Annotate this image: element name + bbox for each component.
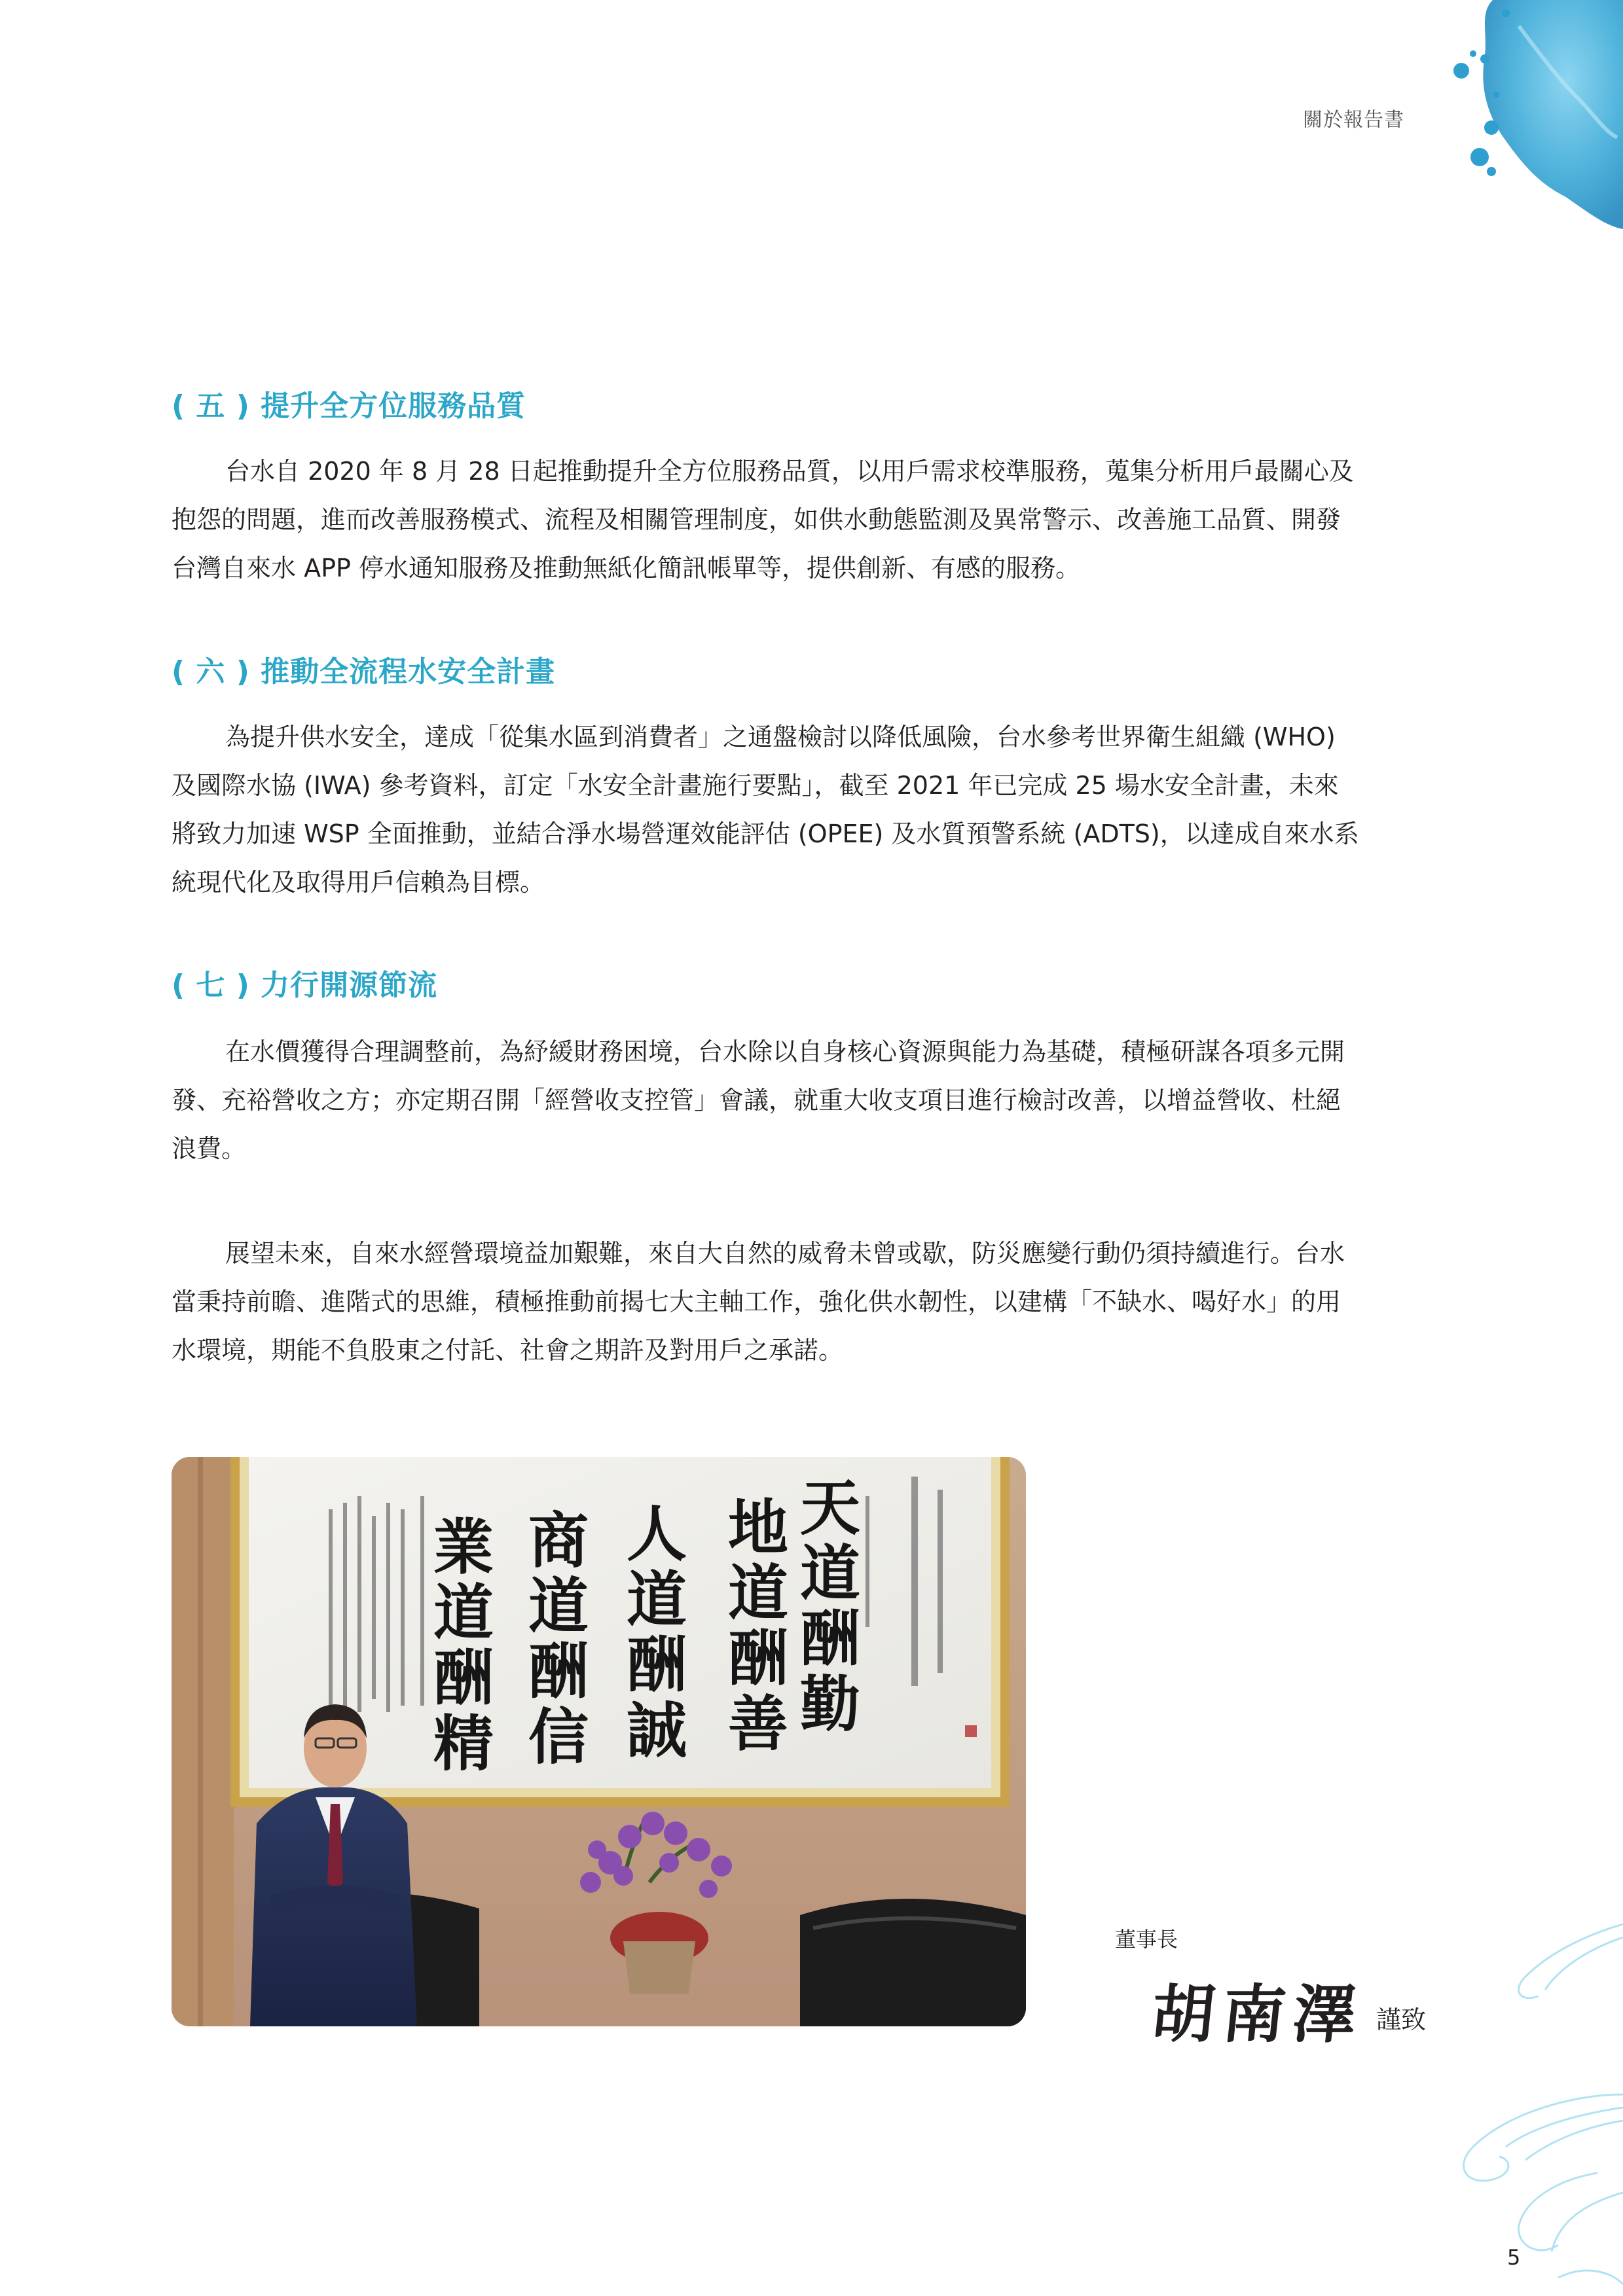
paragraph-line: 浪費。 (172, 1134, 247, 1163)
section-heading-6: ( 六 ) 推動全流程水安全計畫 (172, 655, 556, 689)
signature-suffix: 謹致 (1376, 2005, 1427, 2034)
section-paragraph-5 (172, 447, 1453, 592)
section-paragraph-6 (172, 713, 1453, 906)
section-heading-5: ( 五 ) 提升全方位服務品質 (172, 389, 526, 423)
calligraphy-column: 商道酬信 (528, 1505, 589, 1772)
calligraphy-column: 地道酬善 (728, 1492, 789, 1759)
signature-name: 胡南澤 (1148, 1977, 1368, 2051)
calligraphy-column: 人道酬誠 (627, 1499, 687, 1766)
calligraphy-column: 天道酬勤 (800, 1473, 861, 1740)
section-paragraph-7 (172, 1028, 1453, 1173)
paragraph-line: 為提升供水安全，達成「從集水區到消費者」之通盤檢討以降低風險，台水參考世界衛生組織 (WHO) (225, 723, 1336, 751)
paragraph-line: 抱怨的問題，進而改善服務模式、流程及相關管理制度，如供水動態監測及異常警示、改善施工品質、開發 (172, 505, 1341, 534)
paragraph-line: 台灣自來水 APP 停水通知服務及推動無紙化簡訊帳單等，提供創新、有感的服務。 (172, 554, 1080, 583)
closing-paragraph (172, 1229, 1453, 1374)
paragraph-line: 展望未來，自來水經營環境益加艱難，來自大自然的威脅未曾或歇，防災應變行動仍須持續進行。台水 (225, 1239, 1345, 1268)
paragraph-line: 發、充裕營收之方；亦定期召開「經營收支控管」會議，就重大收支項目進行檢討改善，以增益營收、杜絕 (172, 1086, 1341, 1115)
paragraph-line: 在水價獲得合理調整前，為紓緩財務困境，台水除以自身核心資源與能力為基礎，積極研謀各項多元開 (225, 1037, 1345, 1066)
page-number: 5 (1507, 2245, 1521, 2270)
chairman-photo (172, 1457, 1026, 2026)
paragraph-line: 及國際水協 (IWA) 參考資料，訂定「水安全計畫施行要點」，截至 2021 年已完成 25 場水安全計畫，未來 (172, 771, 1339, 800)
calligraphy-column: 業道酬精 (433, 1512, 494, 1779)
paragraph-line: 水環境，期能不負股東之付託、社會之期許及對用戶之承諾。 (172, 1336, 844, 1365)
swirl-decoration (1362, 1898, 1623, 2296)
paragraph-line: 當秉持前瞻、進階式的思維，積極推動前揭七大主軸工作，強化供水韌性，以建構「不缺水、喝好水」的用 (172, 1287, 1341, 1316)
header-section-label: 關於報告書 (1303, 109, 1404, 132)
watercolor-splash-decoration (1408, 0, 1623, 236)
paragraph-line: 統現代化及取得用戶信賴為目標。 (172, 868, 545, 897)
paragraph-line: 台水自 2020 年 8 月 28 日起推動提升全方位服務品質，以用戶需求校準服務，蒐集分析用戶最關心及 (225, 457, 1354, 486)
paragraph-line: 將致力加速 WSP 全面推動，並結合淨水場營運效能評估 (OPEE) 及水質預警系統 (ADTS)，以達成自來水系 (172, 819, 1359, 848)
signature-title: 董事長 (1115, 1927, 1178, 1952)
section-heading-7: ( 七 ) 力行開源節流 (172, 969, 438, 1002)
